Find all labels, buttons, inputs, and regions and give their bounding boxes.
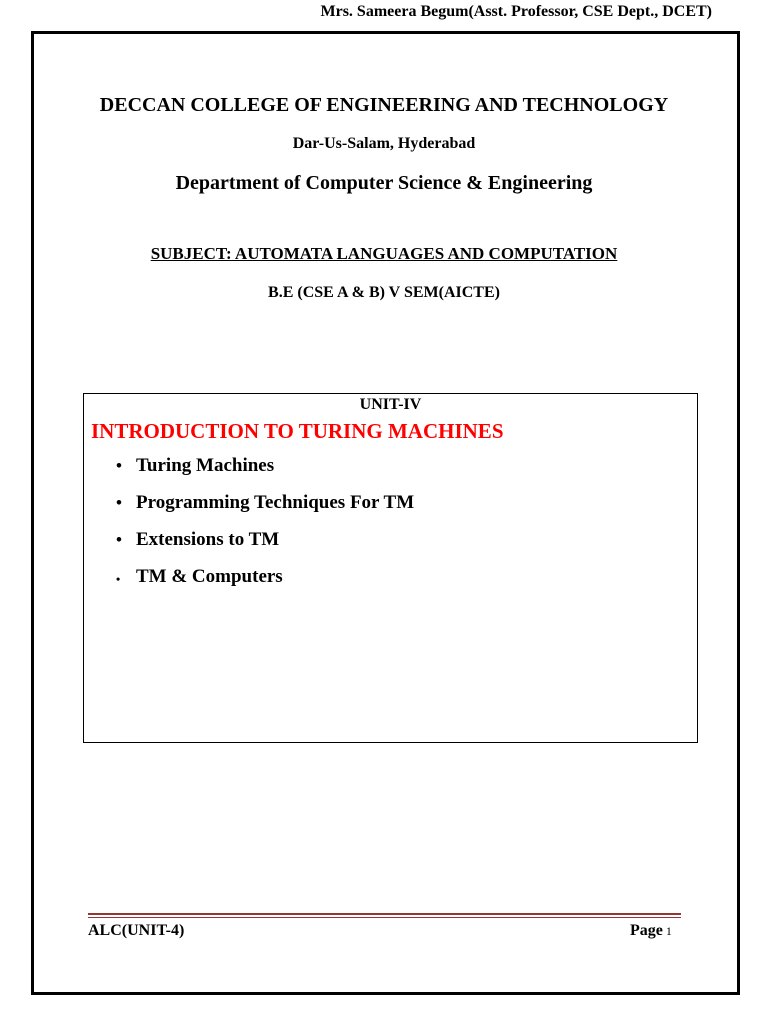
college-location: Dar-Us-Salam, Hyderabad bbox=[292, 135, 476, 152]
unit-title: INTRODUCTION TO TURING MACHINES bbox=[91, 419, 504, 443]
list-item bbox=[116, 528, 414, 565]
header-author: Mrs. Sameera Begum(Asst. Professor, CSE Dept., DCET) bbox=[320, 3, 712, 20]
list-item bbox=[116, 491, 415, 528]
page-label: Page bbox=[630, 922, 663, 939]
bullet-icon: • bbox=[116, 530, 122, 549]
footer-unit-label: ALC(UNIT-4) bbox=[88, 922, 185, 939]
topic-text: TM & Computers bbox=[136, 566, 283, 587]
footer-rule bbox=[88, 913, 681, 918]
course-info: B.E (CSE A & B) V SEM(AICTE) bbox=[268, 284, 500, 301]
bullet-icon: • bbox=[116, 456, 122, 475]
unit-box bbox=[83, 393, 698, 743]
college-name: DECCAN COLLEGE OF ENGINEERING AND TECHNOLOGY bbox=[99, 94, 669, 116]
unit-label: UNIT-IV bbox=[359, 396, 422, 413]
list-item bbox=[116, 454, 414, 491]
department-name: Department of Computer Science & Engineering bbox=[175, 172, 593, 194]
page-number: 1 bbox=[665, 924, 672, 938]
list-item bbox=[116, 565, 414, 602]
footer-page bbox=[630, 921, 672, 941]
topic-text: Extensions to TM bbox=[136, 529, 280, 550]
bullet-icon: • bbox=[116, 572, 121, 586]
topic-list bbox=[116, 454, 415, 602]
topic-text: Turing Machines bbox=[136, 455, 275, 476]
topic-text: Programming Techniques For TM bbox=[136, 492, 415, 513]
subject-title: SUBJECT: AUTOMATA LANGUAGES AND COMPUTATION bbox=[150, 244, 618, 263]
bullet-icon: • bbox=[116, 493, 122, 512]
